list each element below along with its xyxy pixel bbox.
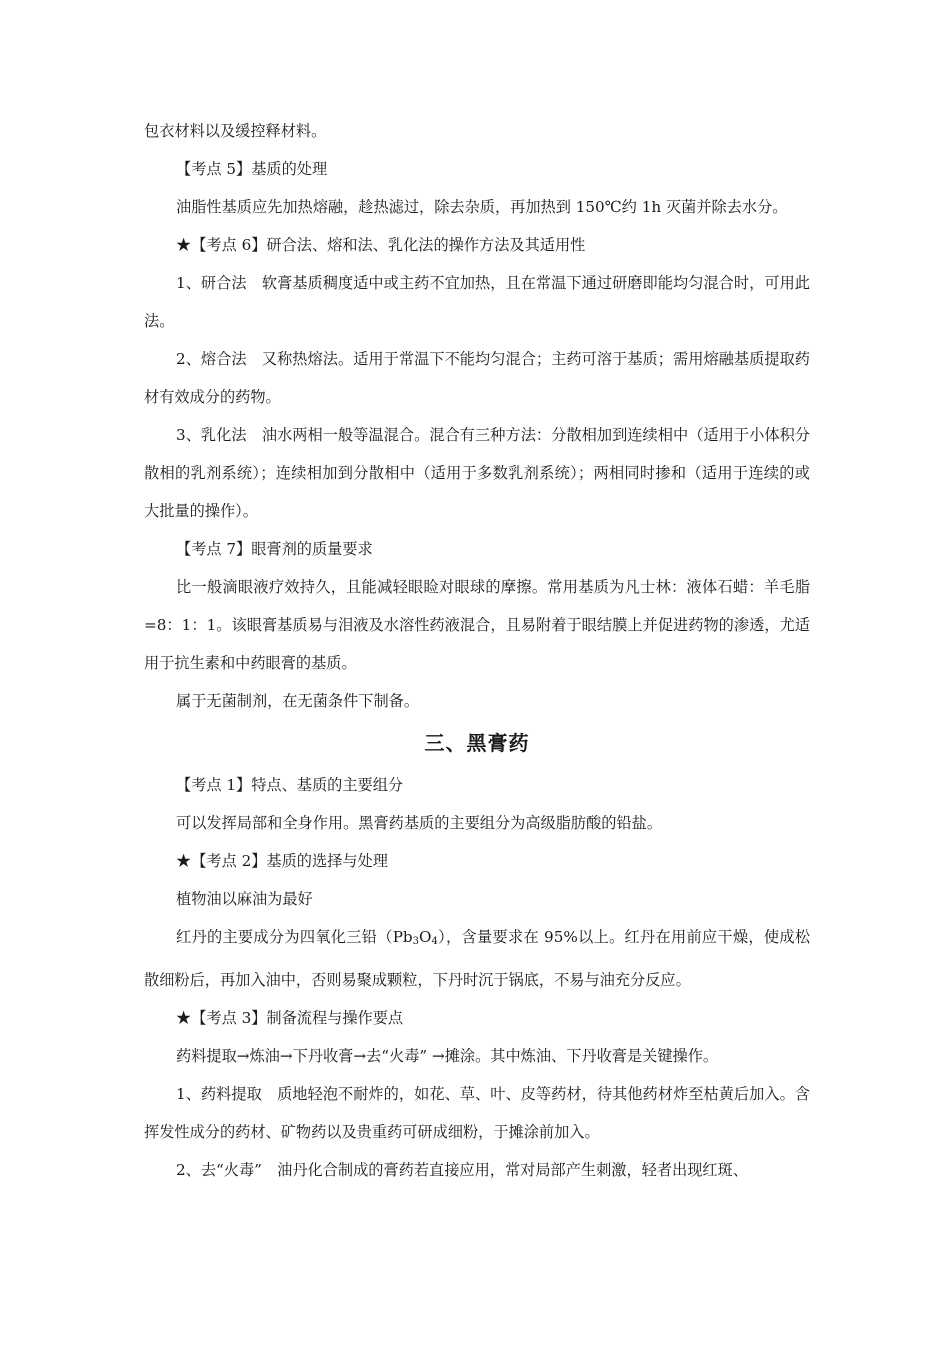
section-point-2-heading: ★【考点 2】基质的选择与处理 [176,852,388,870]
point-6-heading: ★【考点 6】研合法、熔和法、乳化法的操作方法及其适用性 [176,236,586,254]
section-point-3-item-2: 2、去“火毒” 油丹化合制成的膏药若直接应用，常对局部产生刺激，轻者出现红斑、 [176,1161,748,1179]
section-point-3-item-1: 1、药料提取 质地轻泡不耐炸的，如花、草、叶、皮等药材，待其他药材炸至枯黄后加入。含挥发性成分的药材、矿物药以及贵重药可研成细粉，于摊涂前加入。 [144,1085,810,1141]
red-lead-mid: O [419,928,432,946]
red-lead-sub-1: 3 [412,936,420,947]
point-7-heading: 【考点 7】眼膏剂的质量要求 [176,540,373,558]
paragraph-continuation: 包衣材料以及缓控释材料。 [144,122,327,140]
section-point-1-text: 可以发挥局部和全身作用。黑膏药基质的主要组分为高级脂肪酸的铅盐。 [176,814,662,832]
red-lead-before: 红丹的主要成分为四氧化三铅（Pb [176,928,413,946]
section-point-3-flow: 药料提取→炼油→下丹收膏→去“火毒” →摊涂。其中炼油、下丹收膏是关键操作。 [176,1047,719,1065]
point-6-item-2: 2、熔合法 又称热熔法。适用于常温下不能均匀混合；主药可溶于基质；需用熔融基质提取药材有效成分的药物。 [144,350,810,406]
point-6-item-1: 1、研合法 软膏基质稠度适中或主药不宜加热，且在常温下通过研磨即能均匀混合时，可用此法。 [144,274,810,330]
section-point-2-text-1: 植物油以麻油为最好 [176,890,313,908]
section-heading: 三、黑膏药 [424,731,530,755]
point-5-heading: 【考点 5】基质的处理 [176,160,328,178]
section-point-2-text-2 [144,918,810,999]
section-point-3-heading: ★【考点 3】制备流程与操作要点 [176,1009,404,1027]
document-page [144,112,810,1189]
red-lead-sub-2: 4 [431,936,438,947]
section-point-1-heading: 【考点 1】特点、基质的主要组分 [176,776,404,794]
red-lead-after: ），含量要求在 95%以上。红丹在用前应干燥，使成松散细粉后，再加入油中，否则易聚成颗粒，下丹时沉于锅底，不易与油充分反应。 [144,928,811,989]
point-7-note: 属于无菌制剂，在无菌条件下制备。 [176,692,419,710]
point-6-item-3: 3、乳化法 油水两相一般等温混合。混合有三种方法：分散相加到连续相中（适用于小体积分散相的乳剂系统）；连续相加到分散相中（适用于多数乳剂系统）；两相同时掺和（适用于连续的或大批量的操作）。 [144,426,810,520]
point-5-text: 油脂性基质应先加热熔融，趁热滤过，除去杂质，再加热到 150℃约 1h 灭菌并除去水分。 [176,198,788,216]
point-7-text: 比一般滴眼液疗效持久，且能减轻眼睑对眼球的摩擦。常用基质为凡士林：液体石蜡：羊毛脂=8：1：1。该眼膏基质易与泪液及水溶性药液混合，且易附着于眼结膜上并促进药物的渗透，尤适用于抗生素和中药眼膏的基质。 [144,578,810,672]
